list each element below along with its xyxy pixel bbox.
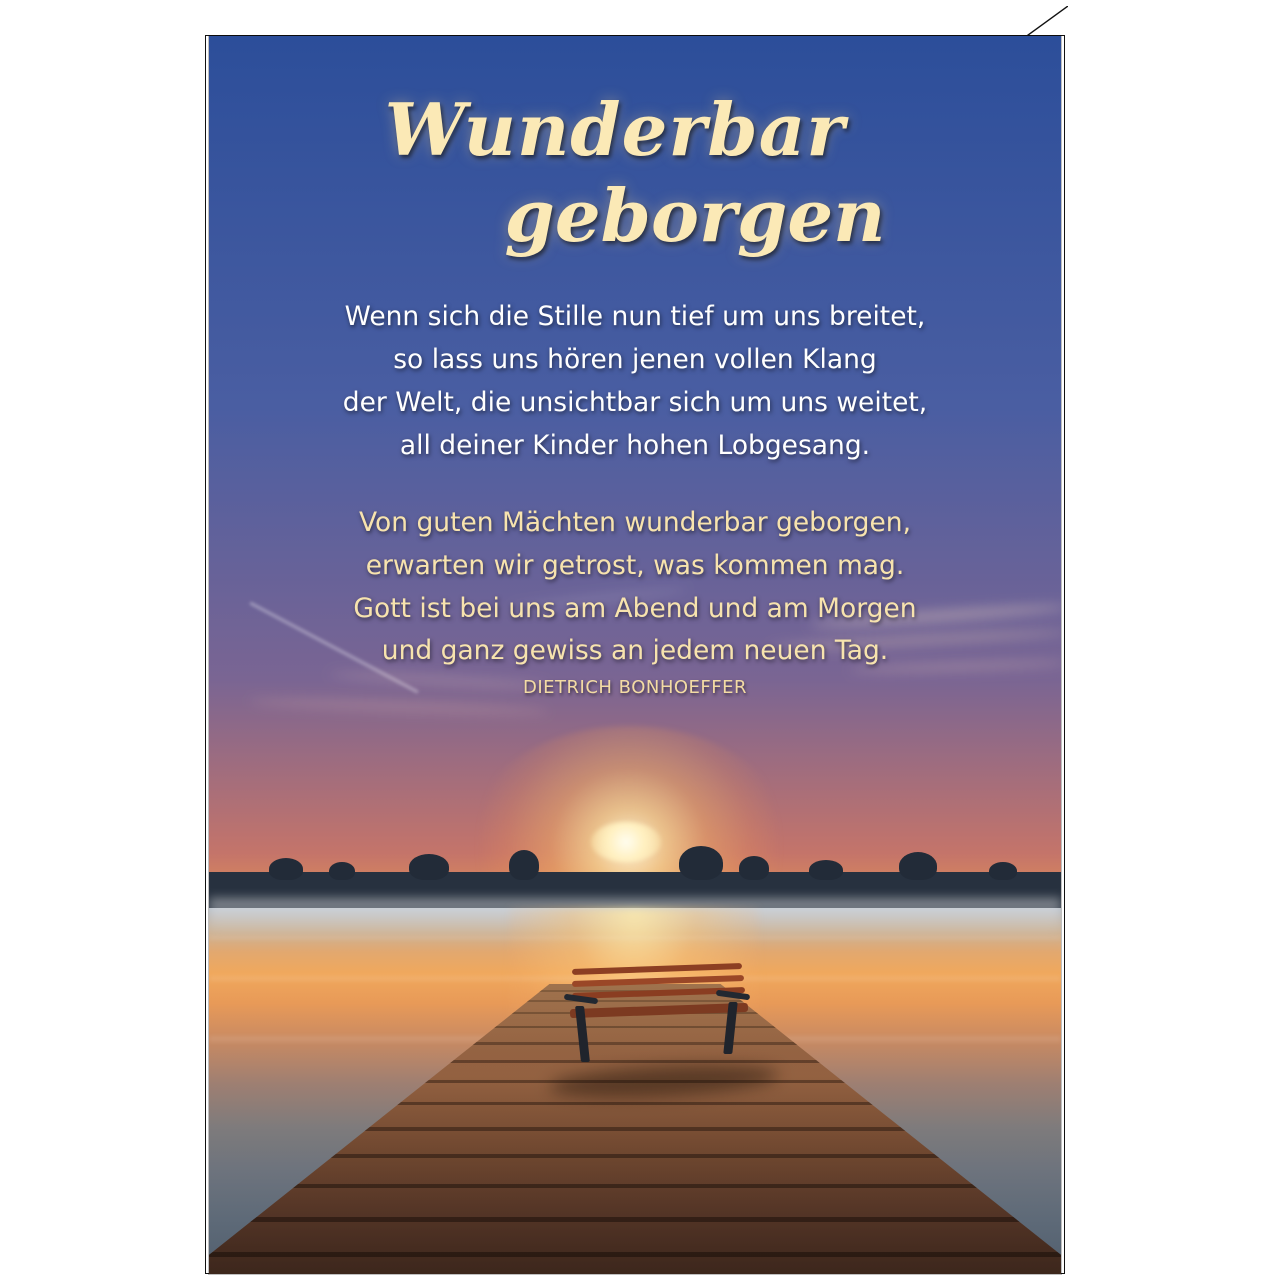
verse-line: und ganz gewiss an jedem neuen Tag. [381, 635, 889, 667]
park-bench [564, 966, 754, 1076]
card-front-image [209, 36, 1061, 1274]
verse-line: Gott ist bei uns am Abend und am Morgen [353, 592, 917, 624]
tree-silhouette [409, 854, 449, 880]
tree-silhouette [269, 858, 303, 880]
card-fold-edge [205, 6, 1065, 36]
verse-line: Wenn sich die Stille nun tief um uns breitet, [344, 301, 926, 332]
verse-line: so lass uns hören jenen vollen Klang [393, 343, 877, 375]
headline-line-1: Wunderbar [384, 87, 846, 172]
verse-line: Von guten Mächten wunderbar geborgen, [358, 506, 911, 538]
tree-silhouette [739, 856, 769, 880]
tree-silhouette [329, 862, 355, 880]
sun-disc [591, 822, 661, 862]
water-ripple [209, 936, 1061, 940]
verse-line: der Welt, die unsichtbar sich um uns weitet, [342, 386, 928, 418]
tree-silhouette [989, 862, 1017, 880]
verse-attribution: DIETRICH BONHOEFFER [522, 677, 747, 699]
headline-line-2: geborgen [504, 173, 886, 258]
tree-silhouette [679, 846, 723, 880]
bench-armrest [716, 990, 751, 1001]
verse-line: erwarten wir getrost, was kommen mag. [365, 549, 905, 581]
bench-backrest-slat [572, 975, 744, 987]
card-fold-corner [1024, 6, 1068, 38]
tree-silhouette [899, 852, 937, 880]
bench-seat [570, 1003, 748, 1018]
tree-silhouette [509, 850, 539, 880]
fold-corner-icon [1024, 6, 1068, 38]
tree-silhouette [809, 860, 843, 880]
verse-line: all deiner Kinder hohen Lobgesang. [399, 429, 871, 461]
